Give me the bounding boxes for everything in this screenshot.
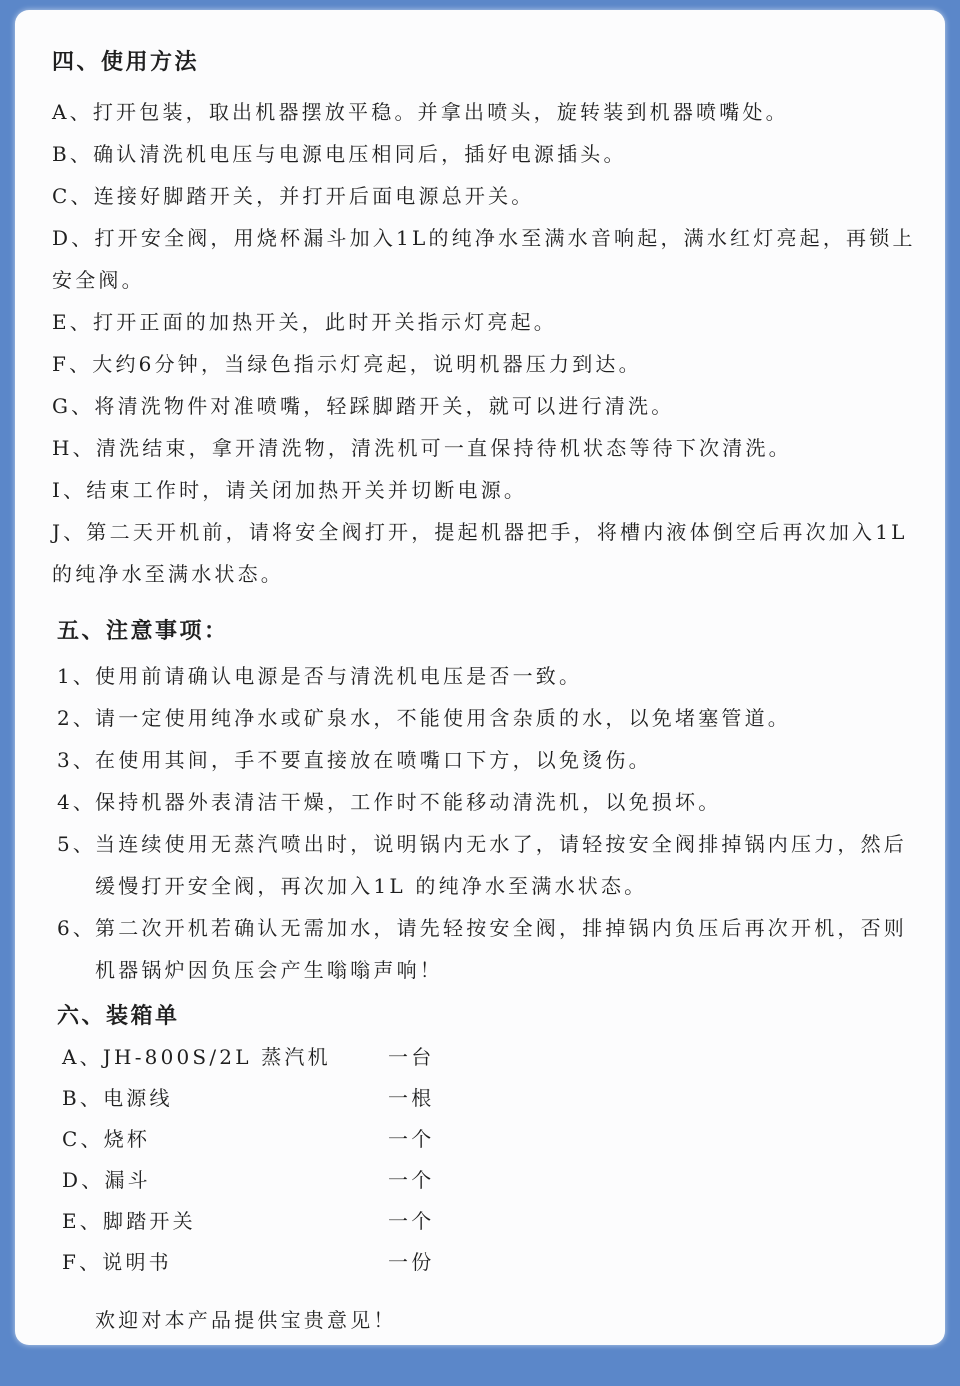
packing-item-name: JH-800S/2L 蒸汽机: [102, 1045, 331, 1069]
usage-step: [52, 427, 945, 469]
caution-marker: 5、: [57, 832, 97, 856]
packing-item-name-cell: [62, 1119, 388, 1160]
step-marker: G、: [52, 394, 95, 418]
caution-marker: 6、: [57, 916, 97, 940]
packing-item: [62, 1242, 945, 1283]
step-marker: B、: [52, 142, 94, 166]
packing-item-name-cell: [62, 1242, 388, 1283]
caution-item: [57, 823, 945, 907]
packing-item-marker: A、: [62, 1045, 103, 1069]
packing-item-name: 电源线: [103, 1086, 173, 1110]
step-text-line: 确认清洗机电压与电源电压相同后，插好电源插头。: [93, 142, 627, 166]
step-text-line: 打开安全阀，用烧杯漏斗加入1L的纯净水至满水音响起，满水红灯亮起，再锁上: [94, 226, 916, 250]
step-text-line: 大约6分钟，当绿色指示灯亮起，说明机器压力到达。: [92, 352, 642, 376]
packing-item-name-cell: [62, 1037, 388, 1078]
step-marker: J、: [52, 520, 87, 544]
usage-step: [52, 511, 945, 595]
section-heading-packing-list: 六、装箱单: [57, 1003, 180, 1029]
step-marker: E、: [52, 310, 93, 334]
packing-item-qty: 一个: [388, 1209, 435, 1233]
step-text-line: 安全阀。: [52, 268, 145, 292]
packing-item-qty: 一个: [388, 1168, 435, 1192]
caution-text-line: 使用前请确认电源是否与清洗机电压是否一致。: [95, 664, 583, 688]
step-text-line: 的纯净水至满水状态。: [52, 562, 284, 586]
packing-item-qty: 一台: [388, 1045, 435, 1069]
caution-text-line: 在使用其间，手不要直接放在喷嘴口下方，以免烫伤。: [95, 748, 652, 772]
caution-text: [95, 907, 907, 991]
usage-steps-list: [52, 91, 945, 595]
caution-text-line: 缓慢打开安全阀，再次加入1L 的纯净水至满水状态。: [95, 874, 648, 898]
caution-marker: 1、: [57, 664, 97, 688]
step-text-line: 打开包装，取出机器摆放平稳。并拿出喷头，旋转装到机器喷嘴处。: [92, 100, 789, 124]
caution-text: [95, 823, 907, 907]
packing-item-marker: F、: [62, 1250, 103, 1274]
step-text-line: 打开正面的加热开关，此时开关指示灯亮起。: [93, 310, 557, 334]
caution-text-line: 当连续使用无蒸汽喷出时，说明锅内无水了，请轻按安全阀排掉锅内压力，然后: [95, 832, 907, 856]
packing-item: [62, 1037, 945, 1078]
packing-item-marker: C、: [62, 1127, 104, 1151]
caution-item: [57, 697, 945, 739]
step-text-line: 第二天开机前，请将安全阀打开，提起机器把手，将槽内液体倒空后再次加入1L: [86, 520, 908, 544]
caution-text-line: 保持机器外表清洁干燥，工作时不能移动清洗机，以免损坏。: [95, 790, 722, 814]
packing-item: [62, 1201, 945, 1242]
packing-list: [62, 1037, 945, 1283]
usage-step: [52, 469, 945, 511]
packing-item: [62, 1119, 945, 1160]
usage-step: [52, 175, 945, 217]
caution-marker: 3、: [57, 748, 97, 772]
packing-item-marker: B、: [62, 1086, 104, 1110]
usage-step: [52, 217, 945, 301]
step-marker: I、: [52, 478, 87, 502]
cautions-list: [57, 655, 945, 991]
step-marker: D、: [52, 226, 95, 250]
packing-item-name: 漏斗: [104, 1168, 151, 1192]
packing-item-marker: E、: [62, 1209, 103, 1233]
usage-step: [52, 343, 945, 385]
usage-step: [52, 385, 945, 427]
caution-item: [57, 781, 945, 823]
step-text-line: 清洗结束，拿开清洗物，清洗机可一直保持待机状态等待下次清洗。: [95, 436, 792, 460]
section-heading-usage: 四、使用方法: [52, 49, 200, 75]
packing-item-name-cell: [62, 1078, 388, 1119]
step-text-line: 将清洗物件对准喷嘴，轻踩脚踏开关，就可以进行清洗。: [94, 394, 675, 418]
document-page: [15, 10, 945, 1345]
usage-step: [52, 301, 945, 343]
caution-text-line: 请一定使用纯净水或矿泉水，不能使用含杂质的水，以免堵塞管道。: [95, 706, 791, 730]
step-marker: F、: [52, 352, 93, 376]
packing-item-marker: D、: [62, 1168, 105, 1192]
caution-text: [95, 781, 721, 823]
packing-item-name: 脚踏开关: [103, 1209, 196, 1233]
packing-item-name: 说明书: [102, 1250, 172, 1274]
step-marker: C、: [52, 184, 94, 208]
caution-item: [57, 739, 945, 781]
closing-note: 欢迎对本产品提供宝贵意见！: [95, 1308, 397, 1332]
step-text-line: 连接好脚踏开关，并打开后面电源总开关。: [93, 184, 535, 208]
caution-item: [57, 655, 945, 697]
caution-text: [95, 739, 652, 781]
usage-step: [52, 133, 945, 175]
usage-step: [52, 91, 945, 133]
caution-text-line: 第二次开机若确认无需加水，请先轻按安全阀，排掉锅内负压后再次开机，否则: [95, 916, 907, 940]
packing-item-name-cell: [62, 1160, 388, 1201]
packing-item-name: 烧杯: [103, 1127, 151, 1151]
packing-item-qty: 一份: [388, 1250, 435, 1274]
packing-item: [62, 1078, 945, 1119]
caution-marker: 4、: [57, 790, 97, 814]
caution-marker: 2、: [57, 706, 97, 730]
section-heading-cautions: 五、注意事项：: [57, 618, 229, 644]
caution-text: [95, 655, 582, 697]
step-marker: H、: [52, 436, 96, 460]
packing-item: [62, 1160, 945, 1201]
caution-text: [95, 697, 791, 739]
caution-item: [57, 907, 945, 991]
packing-item-qty: 一根: [388, 1086, 435, 1110]
packing-item-qty: 一个: [388, 1127, 435, 1151]
step-text-line: 结束工作时，请关闭加热开关并切断电源。: [86, 478, 528, 502]
packing-item-name-cell: [62, 1201, 388, 1242]
step-marker: A、: [52, 100, 93, 124]
caution-text-line: 机器锅炉因负压会产生嗡嗡声响！: [95, 958, 443, 982]
